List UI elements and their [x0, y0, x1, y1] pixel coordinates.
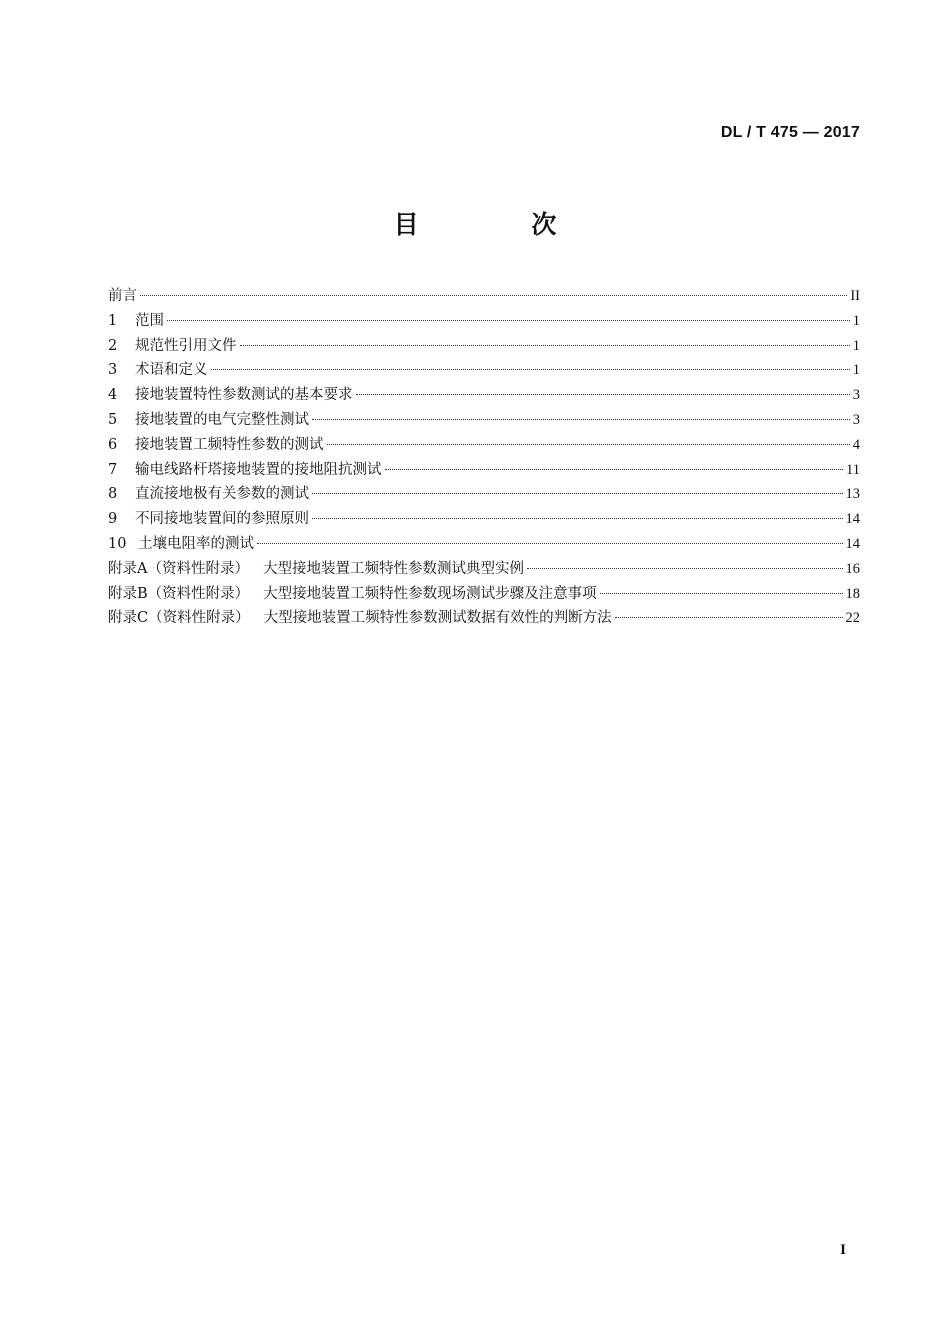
toc-dot-leader — [211, 369, 850, 370]
toc-dot-leader — [312, 419, 850, 420]
toc-entry-page: 11 — [846, 461, 860, 478]
toc-entry-page: 16 — [845, 560, 860, 577]
toc-dot-leader — [167, 320, 850, 321]
toc-entry[interactable] — [108, 383, 860, 408]
toc-entry-page: 3 — [852, 411, 860, 428]
toc-entry-number: 5 — [108, 411, 118, 428]
toc-entry[interactable] — [108, 433, 860, 458]
toc-entry-label: 直流接地极有关参数的测试 — [135, 486, 309, 503]
toc-entry-sublabel: 大型接地装置工频特性参数测试数据有效性的判断方法 — [263, 610, 612, 627]
toc-dot-leader — [240, 345, 850, 346]
table-of-contents — [108, 284, 860, 631]
toc-entry[interactable] — [108, 582, 860, 607]
toc-entry-label: 接地装置特性参数测试的基本要求 — [135, 387, 353, 404]
toc-entry[interactable] — [108, 334, 860, 359]
toc-entry[interactable] — [108, 309, 860, 334]
toc-entry[interactable] — [108, 507, 860, 532]
toc-dot-leader — [356, 394, 850, 395]
toc-entry[interactable] — [108, 482, 860, 507]
toc-entry[interactable] — [108, 284, 860, 309]
toc-entry-number: 10 — [108, 535, 127, 552]
page-number: I — [840, 1242, 846, 1258]
toc-entry-label: 前言 — [108, 288, 137, 304]
toc-entry-sublabel: 大型接地装置工频特性参数测试典型实例 — [262, 560, 524, 577]
toc-dot-leader — [312, 493, 843, 494]
toc-entry-number: 3 — [108, 362, 118, 379]
toc-dot-leader — [385, 469, 844, 470]
toc-entry-page: 22 — [845, 610, 860, 627]
toc-entry-number: 2 — [108, 337, 118, 354]
toc-entry-label: 附录C（资料性附录） — [108, 610, 250, 627]
toc-entry-page: II — [850, 288, 860, 304]
toc-entry-number: 7 — [108, 461, 118, 478]
toc-entry-page: 3 — [852, 387, 860, 404]
toc-entry-number: 8 — [108, 486, 118, 503]
toc-entry-page: 4 — [852, 436, 860, 453]
toc-dot-leader — [140, 295, 847, 296]
toc-dot-leader — [600, 593, 843, 594]
toc-entry-label: 土壤电阻率的测试 — [138, 535, 254, 552]
toc-entry-label: 接地装置工频特性参数的测试 — [135, 436, 324, 453]
toc-entry-label: 规范性引用文件 — [135, 337, 237, 354]
toc-entry-page: 14 — [845, 535, 860, 552]
toc-entry[interactable] — [108, 532, 860, 557]
toc-dot-leader — [327, 444, 850, 445]
toc-entry[interactable] — [108, 606, 860, 631]
toc-entry-label: 附录B（资料性附录） — [108, 585, 250, 602]
toc-entry-label: 术语和定义 — [135, 362, 208, 379]
toc-entry-page: 1 — [852, 312, 860, 329]
toc-entry-page: 1 — [852, 362, 860, 379]
toc-entry[interactable] — [108, 408, 860, 433]
page-title: 目 次 — [393, 210, 609, 239]
toc-entry[interactable] — [108, 458, 860, 483]
toc-entry-page: 13 — [845, 486, 860, 503]
toc-entry-page: 18 — [845, 585, 860, 602]
toc-entry[interactable] — [108, 358, 860, 383]
toc-entry-page: 14 — [845, 511, 860, 528]
toc-entry-label: 附录A（资料性附录） — [108, 560, 249, 577]
toc-entry-label: 不同接地装置间的参照原则 — [135, 511, 309, 528]
toc-dot-leader — [615, 617, 843, 618]
toc-entry-number: 4 — [108, 387, 118, 404]
toc-entry-number: 9 — [108, 511, 118, 528]
toc-dot-leader — [527, 568, 843, 569]
toc-entry-sublabel: 大型接地装置工频特性参数现场测试步骤及注意事项 — [263, 585, 597, 602]
toc-entry-number: 6 — [108, 436, 118, 453]
toc-entry-label: 范围 — [135, 312, 164, 329]
toc-entry-label: 接地装置的电气完整性测试 — [135, 411, 309, 428]
toc-entry-label: 输电线路杆塔接地装置的接地阻抗测试 — [135, 461, 382, 478]
standard-code: DL / T 475 — 2017 — [720, 124, 860, 141]
toc-entry[interactable] — [108, 557, 860, 582]
toc-dot-leader — [257, 543, 843, 544]
toc-dot-leader — [312, 518, 843, 519]
toc-entry-number: 1 — [108, 312, 118, 329]
toc-entry-page: 1 — [852, 337, 860, 354]
